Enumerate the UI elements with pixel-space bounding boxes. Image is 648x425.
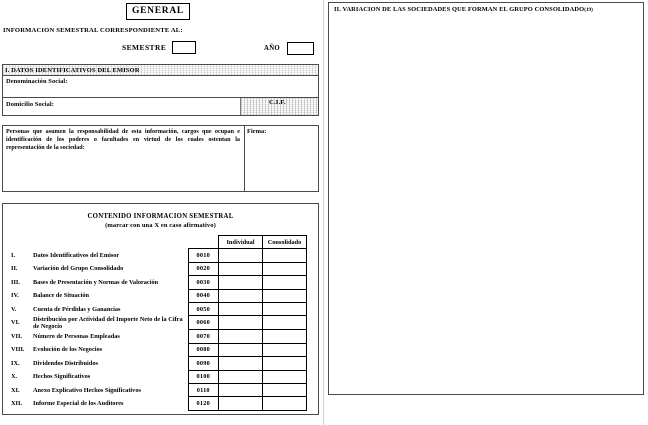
row-individual-checkbox[interactable]: [219, 357, 263, 370]
header-spacer-num: [6, 236, 33, 249]
row-numeral: II.: [11, 265, 18, 273]
section-contenido-informacion: [2, 203, 319, 415]
row-description: Evolución de los Negocios: [33, 346, 103, 354]
row-individual-checkbox[interactable]: [219, 383, 263, 396]
table-row: [6, 302, 307, 315]
row-code: 0110: [188, 383, 219, 396]
denominacion-label: Denominación Social:: [6, 78, 68, 85]
section-datos-identificativos: [2, 64, 319, 116]
table-row: [6, 330, 307, 343]
left-column: [0, 0, 322, 425]
table-row: [6, 343, 307, 356]
row-numeral: X.: [11, 373, 18, 381]
semestre-label: SEMESTRE: [122, 43, 167, 52]
row-code: 0020: [188, 262, 219, 275]
header-individual: Individual: [219, 236, 263, 249]
row-numeral: XI.: [11, 386, 20, 394]
section-variacion-sociedades[interactable]: [328, 2, 644, 395]
table-header-row: [6, 236, 307, 249]
row-consolidado-checkbox[interactable]: [263, 397, 307, 410]
semestre-input[interactable]: [172, 41, 196, 54]
anio-input[interactable]: [287, 42, 314, 55]
header-spacer-code: [188, 236, 219, 249]
row-description: Distribución por Actividad del Importe Neto de la Cifra de Negocio: [33, 315, 183, 330]
row-consolidado-checkbox[interactable]: [263, 302, 307, 315]
table-row: [6, 262, 307, 275]
contenido-title: CONTENIDO INFORMACION SEMESTRAL: [87, 213, 234, 220]
row-individual-checkbox[interactable]: [219, 330, 263, 343]
section-ii-note: (19): [584, 7, 593, 13]
row-description: Informe Especial de los Auditores: [33, 399, 124, 407]
row-individual-checkbox[interactable]: [219, 276, 263, 289]
column-divider: [323, 0, 324, 425]
row-individual-checkbox[interactable]: [219, 302, 263, 315]
row-description: Cuenta de Pérdidas y Ganancias: [33, 305, 121, 313]
row-description: Datos Identificativos del Emisor: [33, 252, 120, 260]
section-i-header-bar: [3, 65, 318, 76]
firma-divider: [244, 126, 245, 191]
header-spacer-desc: [33, 236, 188, 249]
row-code: 0030: [188, 276, 219, 289]
row-individual-checkbox[interactable]: [219, 370, 263, 383]
cif-cell[interactable]: [240, 98, 318, 115]
row-numeral: VII.: [11, 333, 23, 341]
right-column: [325, 0, 648, 425]
row-code: 0120: [188, 397, 219, 410]
semester-info-line: INFORMACION SEMESTRAL CORRESPONDIENTE AL:: [3, 27, 183, 34]
table-row: [6, 276, 307, 289]
firma-label: Firma:: [247, 127, 267, 135]
row-individual-checkbox[interactable]: [219, 289, 263, 302]
row-individual-checkbox[interactable]: [219, 316, 263, 330]
anio-label: AÑO: [264, 45, 281, 52]
row-individual-checkbox[interactable]: [219, 249, 263, 262]
row-code: 0090: [188, 357, 219, 370]
table-row: [6, 370, 307, 383]
row-code: 0070: [188, 330, 219, 343]
row-description: Número de Personas Empleadas: [33, 333, 120, 341]
header-consolidado: Consolidado: [263, 236, 307, 249]
table-row: [6, 316, 307, 330]
domicilio-label: Domicilio Social:: [6, 101, 55, 108]
row-description: Hechos Significativos: [33, 373, 91, 381]
section-ii-title: [334, 6, 593, 13]
contenido-table: [6, 235, 307, 411]
row-numeral: XII.: [11, 399, 23, 407]
table-row: [6, 397, 307, 410]
section-responsabilidad: [2, 125, 319, 192]
row-description: Balance de Situación: [33, 292, 89, 300]
row-description: Anexo Explicativo Hechos Significativos: [33, 386, 141, 394]
contenido-subtitle: (marcar con una X en caso afirmativo): [105, 222, 216, 229]
row-consolidado-checkbox[interactable]: [263, 343, 307, 356]
cif-label: C.I.F.: [269, 99, 286, 106]
row-individual-checkbox[interactable]: [219, 262, 263, 275]
row-consolidado-checkbox[interactable]: [263, 249, 307, 262]
row-consolidado-checkbox[interactable]: [263, 276, 307, 289]
row-numeral: IX.: [11, 359, 20, 367]
row-code: 0050: [188, 302, 219, 315]
section-i-title: I. DATOS IDENTIFICATIVOS DEL EMISOR: [5, 66, 140, 74]
row-numeral: VIII.: [11, 346, 25, 354]
row-description: Variación del Grupo Consolidado: [33, 265, 124, 273]
row-numeral: I.: [11, 252, 16, 260]
row-numeral: V.: [11, 305, 17, 313]
row-consolidado-checkbox[interactable]: [263, 330, 307, 343]
row-consolidado-checkbox[interactable]: [263, 289, 307, 302]
row-description: Dividendos Distribuidos: [33, 359, 98, 367]
row-consolidado-checkbox[interactable]: [263, 383, 307, 396]
table-row: [6, 289, 307, 302]
table-row: [6, 383, 307, 396]
domicilio-row: [3, 98, 318, 115]
row-consolidado-checkbox[interactable]: [263, 370, 307, 383]
denominacion-row: [3, 76, 318, 98]
row-numeral: IV.: [11, 292, 19, 300]
row-code: 0060: [188, 316, 219, 330]
row-consolidado-checkbox[interactable]: [263, 357, 307, 370]
row-consolidado-checkbox[interactable]: [263, 262, 307, 275]
table-row: [6, 249, 307, 262]
row-individual-checkbox[interactable]: [219, 397, 263, 410]
section-ii-title-text: II. VARIACION DE LAS SOCIEDADES QUE FORMAN EL GRUPO CONSOLIDADO: [334, 6, 585, 13]
row-numeral: VI.: [11, 319, 20, 327]
general-badge: GENERAL: [126, 3, 190, 20]
row-code: 0040: [188, 289, 219, 302]
row-individual-checkbox[interactable]: [219, 343, 263, 356]
row-code: 0010: [188, 249, 219, 262]
responsabilidad-text: Personas que asumen la responsabilidad de esta información, cargos que ocupan e identificación de los poderes o facultades en virtud de los cuales ostentan la representación de la sociedad:: [6, 128, 240, 152]
row-description: Bases de Presentación y Normas de Valoración: [33, 278, 159, 286]
table-row: [6, 357, 307, 370]
row-consolidado-checkbox[interactable]: [263, 316, 307, 330]
row-numeral: III.: [11, 278, 20, 286]
row-code: 0100: [188, 370, 219, 383]
row-code: 0080: [188, 343, 219, 356]
